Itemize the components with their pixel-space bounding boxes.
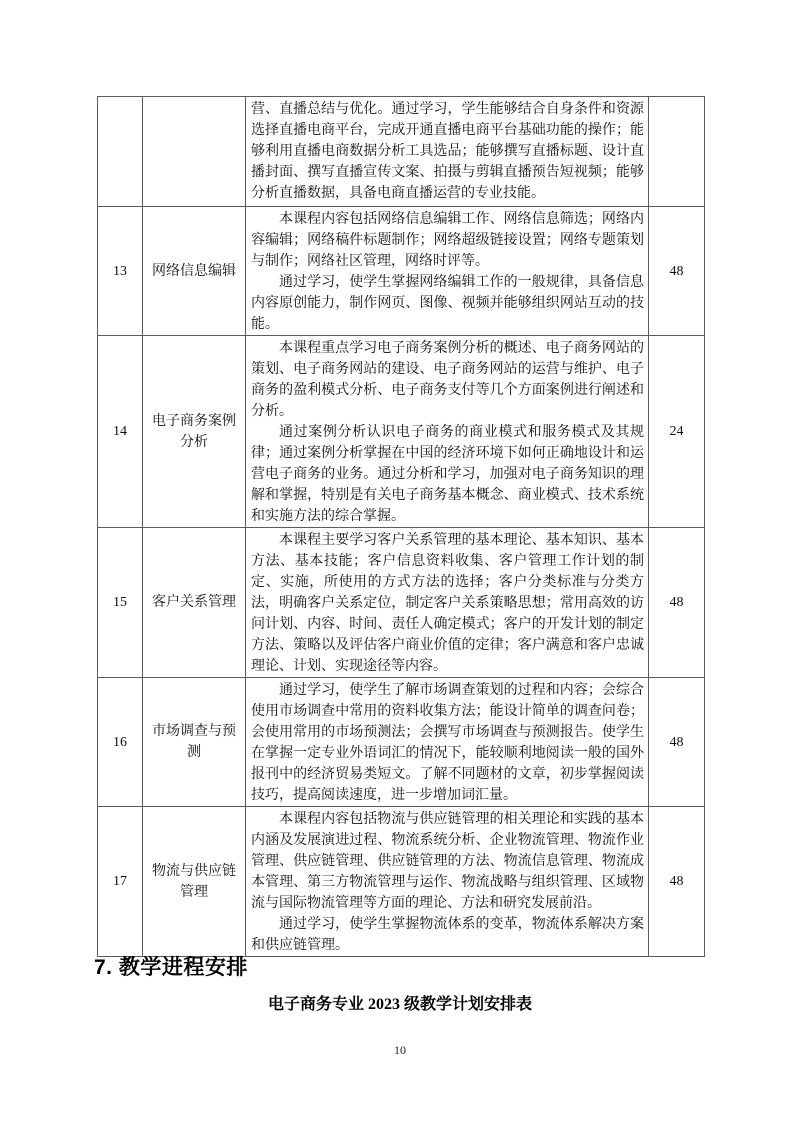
- course-hours: 48: [649, 528, 705, 678]
- course-name: [143, 97, 246, 207]
- course-description: [246, 336, 649, 528]
- course-hours: 48: [649, 807, 705, 957]
- description-paragraph: 营、直播总结与优化。通过学习，学生能够结合自身条件和资源选择直播电商平台，完成开通直播电商平台基础功能的操作；能够利用直播电商数据分析工具选品；能够撰写直播标题、设计直播封面、撰写直播宣传文案、拍摄与剪辑直播预告短视频；能够分析直播数据，具备电商直播运营的专业技能。: [251, 102, 644, 201]
- course-number: 13: [98, 207, 143, 336]
- course-row: [98, 807, 705, 957]
- course-number: [98, 97, 143, 207]
- course-number: 15: [98, 528, 143, 678]
- course-hours: 24: [649, 336, 705, 528]
- course-name: 物流与供应链管理: [143, 807, 246, 957]
- course-name: 市场调查与预测: [143, 678, 246, 807]
- course-row: [98, 678, 705, 807]
- course-description: [246, 528, 649, 678]
- course-row: [98, 207, 705, 336]
- course-number: 16: [98, 678, 143, 807]
- course-description: [246, 807, 649, 957]
- page-number: 10: [394, 1043, 406, 1057]
- course-hours: 48: [649, 678, 705, 807]
- course-hours: [649, 97, 705, 207]
- description-paragraph: 通过学习，使学生掌握物流体系的变革，物流体系解决方案和供应链管理。: [251, 917, 644, 953]
- description-paragraph: 本课程内容包括物流与供应链管理的相关理论和实践的基本内涵及发展演进过程、物流系统分析、企业物流管理、物流作业管理、供应链管理、供应链管理的方法、物流信息管理、物流成本管理、第三方物流管理与运作、物流战略与组织管理、区域物流与国际物流管理等方面的理论、方法和研究发展前沿。: [251, 812, 644, 911]
- course-name: 网络信息编辑: [143, 207, 246, 336]
- course-number: 17: [98, 807, 143, 957]
- description-paragraph: 本课程内容包括网络信息编辑工作、网络信息筛选；网络内容编辑；网络稿件标题制作；网络超级链接设置；网络专题策划与制作；网络社区管理，网络时评等。: [251, 212, 644, 269]
- course-table-body: [98, 97, 705, 957]
- description-paragraph: 通过案例分析认识电子商务的商业模式和服务模式及其规律；通过案例分析掌握在中国的经济环境下如何正确地设计和运营电子商务的业务。通过分析和学习，加强对电子商务知识的理解和掌握，特别是有关电子商务基本概念、商业模式、技术系统和实施方法的综合掌握。: [251, 425, 644, 524]
- course-name: 电子商务案例分析: [143, 336, 246, 528]
- course-row: [98, 97, 705, 207]
- course-description-table: [97, 96, 705, 957]
- table-caption: 电子商务专业 2023 级教学计划安排表: [267, 996, 532, 1013]
- description-paragraph: 本课程重点学习电子商务案例分析的概述、电子商务网站的策划、电子商务网站的建设、电子商务网站的运营与维护、电子商务的盈利模式分析、电子商务支付等几个方面案例进行阐述和分析。: [251, 341, 644, 419]
- course-row: [98, 336, 705, 528]
- course-description: [246, 678, 649, 807]
- description-paragraph: 本课程主要学习客户关系管理的基本理论、基本知识、基本方法、基本技能；客户信息资料收集、客户管理工作计划的制定、实施，所使用的方式方法的选择；客户分类标准与分类方法，明确客户关系定位，制定客户关系策略思想；常用高效的访问计划、内容、时间、责任人确定模式；客户的开发计划的制定方法、策略以及评估客户商业价值的定律；客户满意和客户忠诚理论、计划、实现途径等内容。: [251, 533, 644, 674]
- course-description: [246, 207, 649, 336]
- course-hours: 48: [649, 207, 705, 336]
- course-number: 14: [98, 336, 143, 528]
- course-description: [246, 97, 649, 207]
- section-heading: 7. 教学进程安排: [94, 956, 248, 979]
- description-paragraph: 通过学习，使学生了解市场调查策划的过程和内容；会综合使用市场调查中常用的资料收集方法；能设计简单的调查问卷；会使用常用的市场预测法；会撰写市场调查与预测报告。使学生在掌握一定专业外语词汇的情况下，能较顺利地阅读一般的国外报刊中的经济贸易类短文。了解不同题材的文章，初步掌握阅读技巧，提高阅读速度，进一步增加词汇量。: [251, 683, 644, 803]
- course-row: [98, 528, 705, 678]
- course-name: 客户关系管理: [143, 528, 246, 678]
- description-paragraph: 通过学习，使学生掌握网络编辑工作的一般规律，具备信息内容原创能力，制作网页、图像、视频并能够组织网站互动的技能。: [251, 275, 644, 332]
